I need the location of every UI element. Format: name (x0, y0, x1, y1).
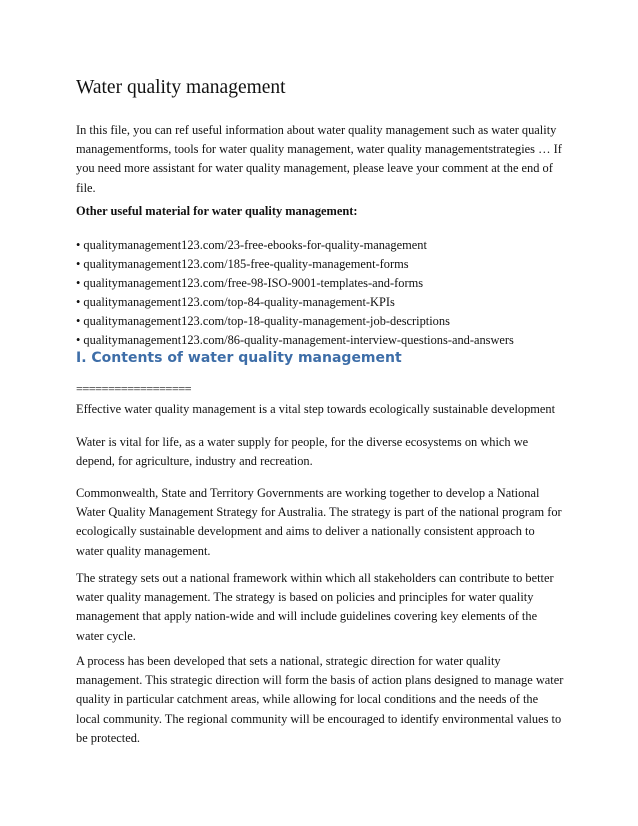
body-paragraph: Commonwealth, State and Territory Governments are working together to develop a National Water Quality Management Strategy for Australia. The strategy is part of the national program for ecologically sustainable development and aims to deliver a nationally consistent approach to water quality management. (76, 486, 562, 558)
useful-material-heading: Other useful material for water quality management: (76, 204, 358, 218)
useful-link-item[interactable]: • qualitymanagement123.com/185-free-quality-management-forms (76, 257, 409, 271)
useful-link-item[interactable]: • qualitymanagement123.com/23-free-ebooks-for-quality-management (76, 238, 427, 252)
text-divider: ================== (76, 382, 191, 396)
body-paragraph: Water is vital for life, as a water supply for people, for the diverse ecosystems on which we depend, for agriculture, industry and recreation. (76, 435, 529, 469)
body-paragraph: A process has been developed that sets a national, strategic direction for water quality management. This strategic direction will form the basis of action plans designed to manage water quality in particular catchment areas, while allowing for local conditions and the needs of the local community. The regional community will be encouraged to identify environmental values to be protected. (76, 654, 564, 745)
useful-link-item[interactable]: • qualitymanagement123.com/86-quality-management-interview-questions-and-answers (76, 333, 514, 347)
useful-links-list (76, 236, 514, 350)
useful-link-item[interactable]: • qualitymanagement123.com/top-84-quality-management-KPIs (76, 295, 395, 309)
section-heading: I. Contents of water quality management (76, 350, 402, 366)
intro-paragraph: In this file, you can ref useful information about water quality management such as water quality managementforms, tools for water quality management, water quality managementstrategies … If you need more assistant for water quality management, please leave your comment at the end of file. (76, 123, 562, 195)
body-paragraph: The strategy sets out a national framework within which all stakeholders can contribute to better water quality management. The strategy is based on policies and principles for water quality management that apply nation-wide and will include guidelines covering key elements of the water cycle. (76, 571, 554, 643)
body-paragraph: Effective water quality management is a vital step towards ecologically sustainable development (76, 402, 556, 416)
document-title: Water quality management (76, 77, 286, 98)
useful-link-item[interactable]: • qualitymanagement123.com/top-18-quality-management-job-descriptions (76, 314, 450, 328)
useful-link-item[interactable]: • qualitymanagement123.com/free-98-ISO-9001-templates-and-forms (76, 276, 424, 290)
